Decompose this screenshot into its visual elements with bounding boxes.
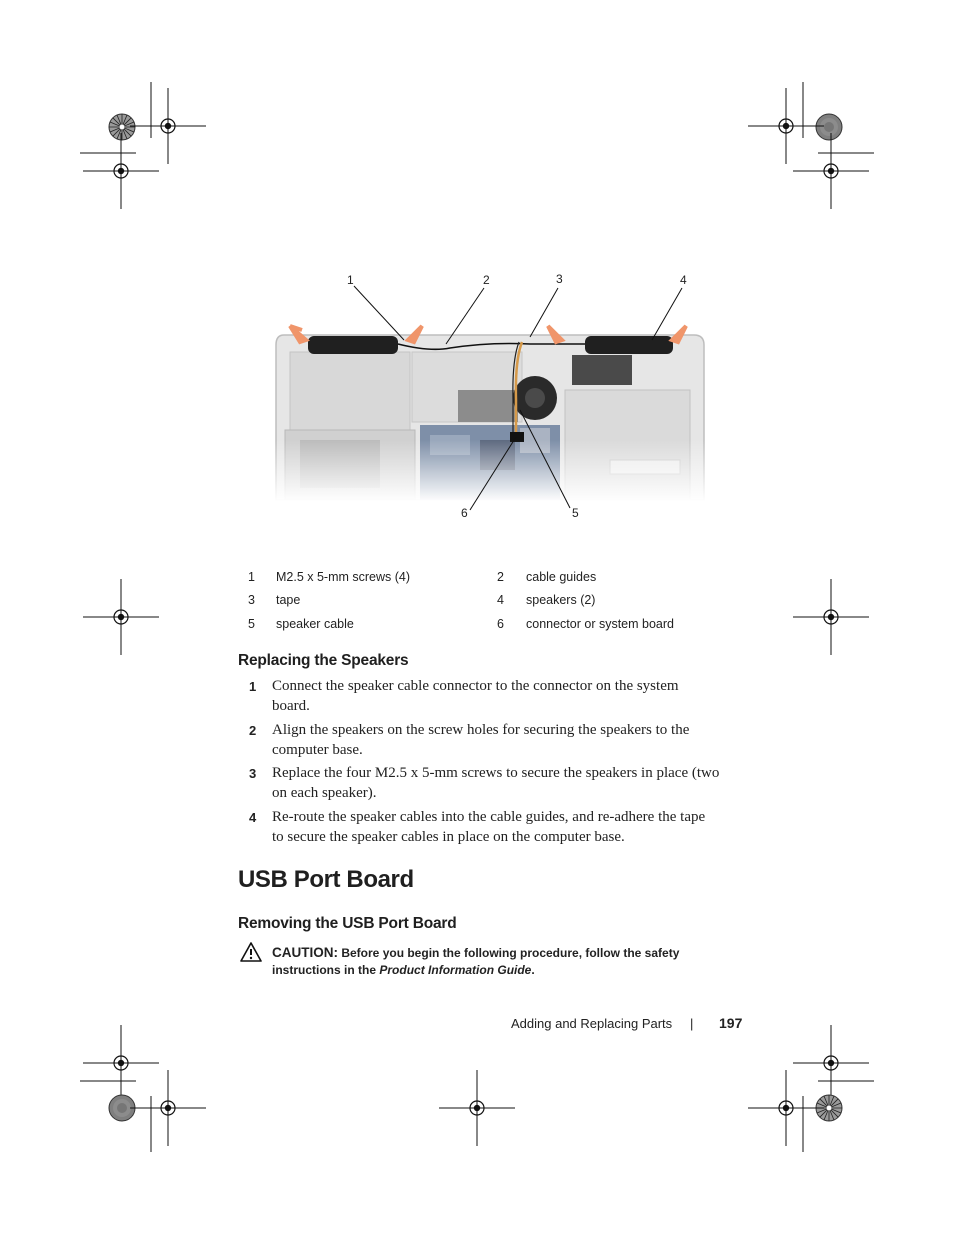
step-line: on each speaker). bbox=[272, 784, 377, 801]
step-line: Re-route the speaker cables into the cable guides, and re-adhere the tape bbox=[272, 809, 706, 825]
step-line: Replace the four M2.5 x 5-mm screws to secure the speakers in place (two bbox=[272, 765, 720, 781]
step-line: Align the speakers on the screw holes for securing the speakers to the bbox=[272, 722, 690, 738]
caution-end: . bbox=[531, 963, 535, 977]
legend-text: speakers (2) bbox=[526, 593, 596, 607]
legend-text: M2.5 x 5-mm screws (4) bbox=[276, 570, 411, 584]
caution-label: CAUTION: bbox=[272, 945, 338, 960]
caution-text: Before you begin the following procedure, follow the safety bbox=[341, 946, 680, 960]
step-line: computer base. bbox=[272, 741, 363, 758]
footer-section: Adding and Replacing Parts bbox=[511, 1016, 673, 1031]
step-number: 4 bbox=[249, 810, 257, 825]
footer-separator: | bbox=[690, 1016, 694, 1031]
caution-line bbox=[272, 944, 702, 962]
page-title: USB Port Board bbox=[238, 866, 414, 893]
callout-6: 6 bbox=[461, 506, 468, 520]
step-text bbox=[272, 764, 740, 803]
step-number: 2 bbox=[249, 723, 257, 738]
speaker-figure bbox=[0, 0, 954, 540]
caution-note bbox=[272, 944, 702, 979]
step-text bbox=[272, 721, 740, 760]
legend-num: 2 bbox=[497, 570, 504, 584]
legend-text: speaker cable bbox=[276, 617, 354, 631]
step-line: Connect the speaker cable connector to the connector on the system bbox=[272, 678, 679, 694]
callout-1: 1 bbox=[347, 273, 354, 287]
legend-text: tape bbox=[276, 593, 301, 607]
legend-num: 3 bbox=[248, 593, 255, 607]
legend-text: cable guides bbox=[526, 570, 597, 584]
legend-num: 4 bbox=[497, 593, 504, 607]
section-heading: Replacing the Speakers bbox=[238, 652, 409, 669]
step-text bbox=[272, 677, 740, 716]
callout-4: 4 bbox=[680, 273, 687, 287]
page-number: 197 bbox=[719, 1015, 743, 1031]
legend-num: 6 bbox=[497, 617, 504, 631]
callout-2: 2 bbox=[483, 273, 490, 287]
legend-num: 5 bbox=[248, 617, 255, 631]
callout-5: 5 bbox=[572, 506, 579, 520]
document-link: Product Information Guide bbox=[379, 963, 532, 977]
step-line: board. bbox=[272, 697, 310, 714]
step-number: 3 bbox=[249, 766, 257, 781]
step-text bbox=[272, 808, 740, 847]
caution-text: instructions in the bbox=[272, 963, 377, 977]
caution-line bbox=[272, 962, 702, 979]
callout-3: 3 bbox=[556, 272, 563, 286]
legend-text: connector or system board bbox=[526, 617, 674, 631]
step-line: to secure the speaker cables in place on the computer base. bbox=[272, 828, 625, 845]
caution-icon bbox=[239, 941, 263, 963]
step-number: 1 bbox=[249, 679, 257, 694]
legend-num: 1 bbox=[248, 570, 255, 584]
section-heading: Removing the USB Port Board bbox=[238, 915, 457, 932]
